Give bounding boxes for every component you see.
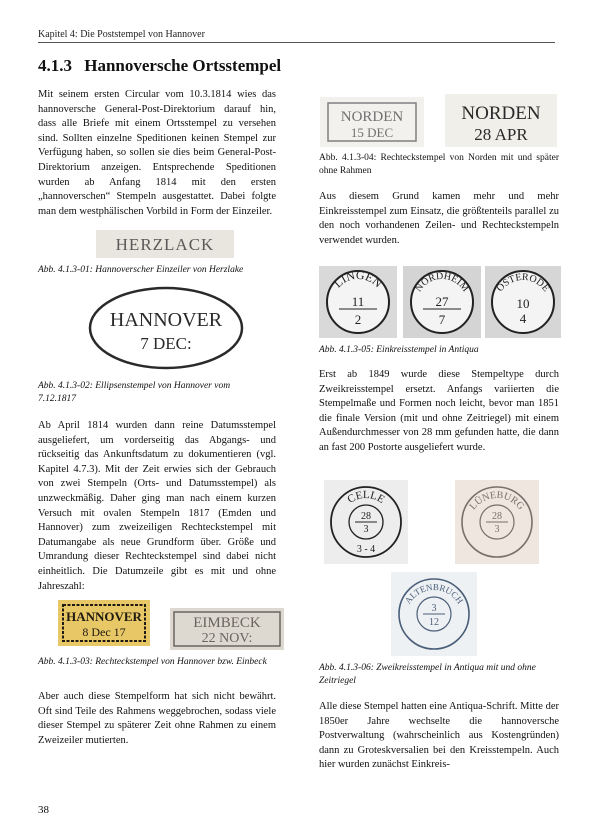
norden1-line2: 15 DEC bbox=[350, 125, 394, 140]
lueneburg-name: LÜNEBURG bbox=[467, 489, 527, 513]
altenbruch-name: ALTENBRUCH bbox=[402, 581, 466, 606]
section-number: 4.1.3 bbox=[38, 56, 72, 75]
osterode-day: 10 bbox=[516, 296, 530, 311]
norden2-line1: NORDEN bbox=[461, 103, 541, 124]
running-head: Kapitel 4: Die Poststempel von Hannover bbox=[38, 29, 205, 40]
einbeck-line2: 22 NOV: bbox=[201, 631, 253, 646]
page-number: 38 bbox=[38, 804, 49, 816]
header-rule bbox=[38, 42, 555, 43]
right-paragraph-3: Alle diese Stempel hatten eine Antiqua-Schrift. Mitte der 1850er Jahre wechselte die hannoversche Postverwaltung (wahrscheinlich aus Kostengründen) dann zu Groteskversalien bei den Kreisstempeln. Auch hier wurden zunächst Einkreis- bbox=[319, 701, 559, 771]
herzlack-stamp-image bbox=[96, 230, 234, 258]
norden1-line1: NORDEN bbox=[340, 109, 404, 125]
lingen-month: 2 bbox=[354, 312, 362, 327]
altenbruch-day: 3 bbox=[431, 603, 437, 614]
lueneburg-day: 28 bbox=[492, 511, 502, 522]
altenbruch-stamp-image bbox=[391, 572, 477, 656]
osterode-month: 4 bbox=[519, 311, 527, 326]
lingen-name: LINGEN bbox=[330, 267, 386, 291]
celle-stamp-image bbox=[324, 480, 408, 564]
section-heading bbox=[38, 56, 281, 76]
altenbruch-month: 12 bbox=[429, 617, 439, 628]
caption-03: Abb. 4.1.3-03: Rechteckstempel von Hannover bzw. Einbeck bbox=[38, 657, 267, 667]
hannover-oval-stamp-image bbox=[86, 283, 246, 373]
celle-time: 3 - 4 bbox=[356, 544, 376, 555]
celle-month: 3 bbox=[363, 524, 369, 535]
right-paragraph-2: Erst ab 1849 wurde diese Stempeltype durch Zweikreisstempel ersetzt. Anfangs variierten die Stempelmaße und Formen noch leicht, bevor man 1851 die finale Version (mit und ohne Zeitriegel) mit einem Außendurchmesser von 28 mm gefunden hatte, die dann an fast 200 Postorte ausgeliefert wurde. bbox=[319, 369, 559, 453]
hannover-rect-line2: 8 Dec 17 bbox=[82, 625, 126, 639]
nordheim-day: 27 bbox=[435, 294, 449, 309]
left-paragraph-3: Aber auch diese Stempelform hat sich nicht bewährt. Oft sind Teile des Rahmens weggebrochen, sodass viele dieser Stempel zu späterer Zeit ohne Rahmen zu einem Zweizeiler mutierten. bbox=[38, 691, 276, 746]
herzlack-stamp-text: HERZLACK bbox=[115, 235, 215, 254]
nordheim-name: NORDHEIM bbox=[413, 270, 471, 294]
norden2-line2: 28 APR bbox=[474, 125, 528, 144]
section-title: Hannoversche Ortsstempel bbox=[84, 56, 282, 75]
caption-06: Abb. 4.1.3-06: Zweikreisstempel in Antiqua mit und ohne Zeitriegel bbox=[319, 663, 536, 686]
osterode-name: OSTERODE bbox=[494, 271, 552, 294]
lingen-day: 11 bbox=[351, 294, 365, 309]
nordheim-month: 7 bbox=[438, 312, 446, 327]
right-paragraph-1: Aus diesem Grund kamen mehr und mehr Einkreisstempel zum Einsatz, die größtenteils parallel zu den noch vorhandenen Zeilen- und Rechteckstempeln verwendet wurden. bbox=[319, 191, 559, 246]
left-paragraph-1: Mit seinem ersten Circular vom 10.3.1814 wies das hannoversche General-Post-Direktorium darauf hin, dass alle Briefe mit einem Ortsstempel zu versehen sind. Sollten einzelne Speditionen keinen Stempel zur Verfügung haben, so sollen sie dies beim General-Post-Direktorium anzeigen. Entsprechende Speditionen wurden ab Anfang 1814 mit den ersten „hannoverschen“ Stempeln ausgestattet. Dabei folgte man dem westphälischen Vorbild in Form der Einzeiler. bbox=[38, 89, 276, 217]
hannover-oval-line1: HANNOVER bbox=[109, 309, 223, 331]
left-paragraph-2: Ab April 1814 wurden dann reine Datumsstempel ausgeliefert, um vorderseitig das Abgangs- und rückseitig das Ankunftsdatum zu dokumentieren (vgl. Kapitel 4.7.3). Mit der Zeit erwies sich der Gebrauch von zwei Stempeln (Orts- und Datumsstempel) als unzweckmäßig. Daher ging man nach einem kurzen Versuch mit ovalen Stempeln 1817 (Emden und Hannover) zum zweizeiligen Rechteckstempel mit Datumangabe als neue Grundform über. Größe und Umrandung dieser Rechteckstempel sind dabei nicht einheitlich. Die Datumzeile gibt es mit und ohne Jahreszahl: bbox=[38, 420, 276, 592]
einbeck-stamp-image bbox=[170, 608, 284, 650]
celle-day: 28 bbox=[361, 511, 371, 522]
caption-05: Abb. 4.1.3-05: Einkreisstempel in Antiqua bbox=[319, 345, 479, 355]
norden-framed-stamp-image bbox=[320, 97, 424, 147]
osterode-stamp-image bbox=[485, 266, 561, 338]
nordheim-stamp-image bbox=[403, 266, 481, 338]
lueneburg-month: 3 bbox=[494, 524, 500, 535]
hannover-rect-line1: HANNOVER bbox=[66, 609, 142, 624]
lingen-stamp-image bbox=[319, 266, 397, 338]
celle-name: CELLE bbox=[345, 488, 387, 506]
hannover-oval-line2: 7 DEC: bbox=[140, 334, 192, 353]
caption-04: Abb. 4.1.3-04: Rechteckstempel von Norden mit und später ohne Rahmen bbox=[319, 153, 559, 176]
lueneburg-stamp-image bbox=[455, 480, 539, 564]
norden-unframed-stamp-image bbox=[445, 94, 557, 147]
caption-02: Abb. 4.1.3-02: Ellipsenstempel von Hannover vom 7.12.1817 bbox=[38, 381, 231, 404]
hannover-rect-stamp-image bbox=[58, 600, 150, 646]
einbeck-line1: EIMBECK bbox=[193, 615, 261, 631]
caption-01: Abb. 4.1.3-01: Hannoverscher Einzeiler von Herzlake bbox=[38, 265, 244, 275]
